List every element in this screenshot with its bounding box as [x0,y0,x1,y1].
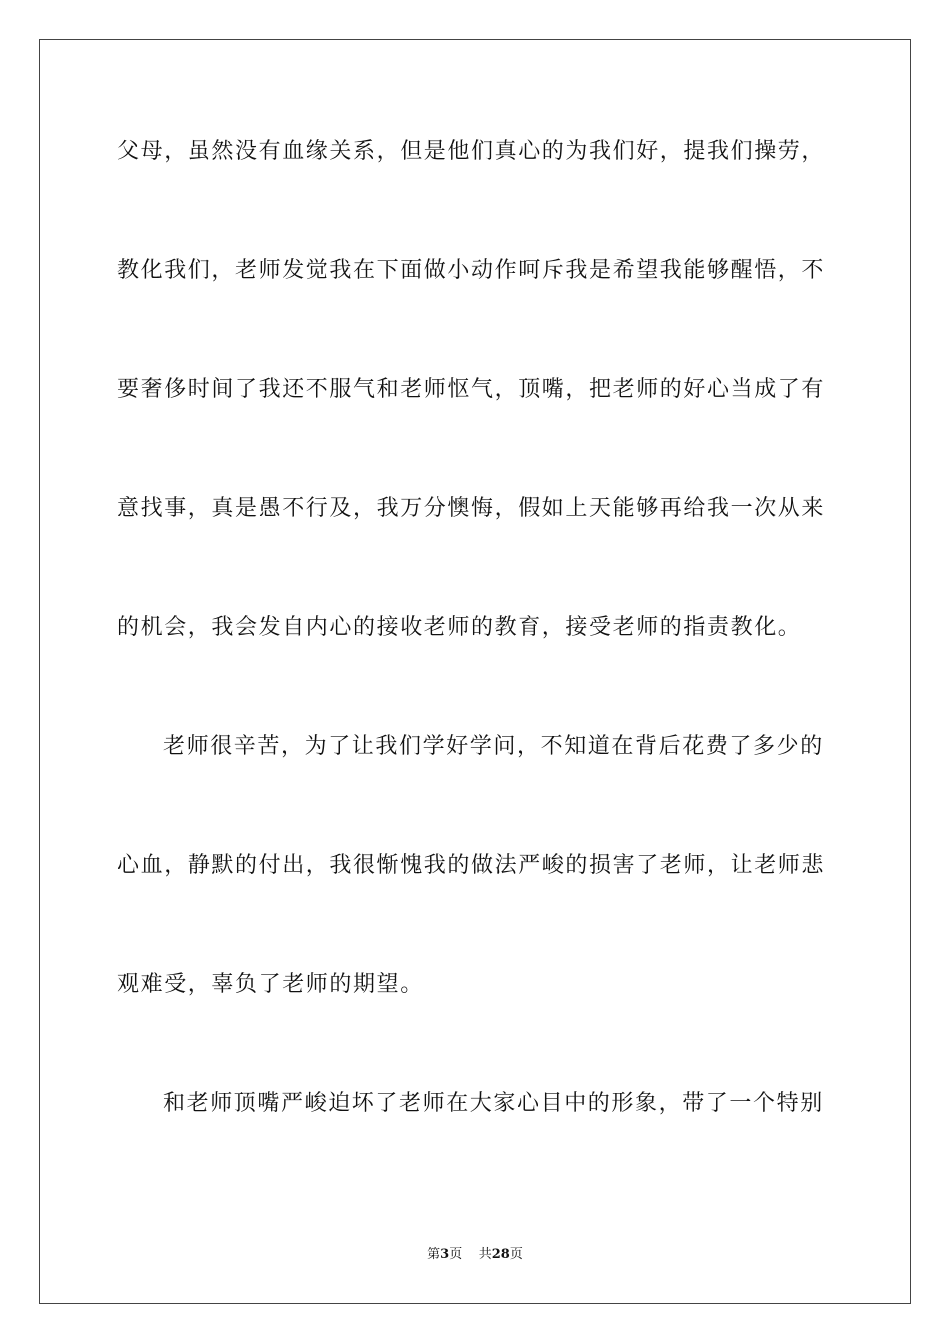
page-total: 28 [491,1247,510,1262]
text-line-6: 老师很辛苦，为了让我们学好学问，不知道在背后花费了多少的 [163,734,824,759]
page-current: 3 [440,1247,450,1262]
text-line-2: 教化我们，老师发觉我在下面做小动作呵斥我是希望我能够醒悟，不 [117,258,826,283]
text-line-7: 心血，静默的付出，我很惭愧我的做法严峻的损害了老师，让老师悲 [117,853,826,878]
page-footer [0,1246,950,1264]
text-line-1: 父母，虽然没有血缘关系，但是他们真心的为我们好，提我们操劳， [117,139,826,164]
text-line-4: 意找事，真是愚不行及，我万分懊悔，假如上天能够再给我一次从来 [117,496,826,521]
text-line-8: 观难受，辜负了老师的期望。 [117,972,424,997]
total-prefix: 共 [478,1247,492,1262]
text-line-3: 要奢侈时间了我还不服气和老师怄气，顶嘴，把老师的好心当成了有 [117,377,826,402]
total-suffix: 页 [509,1247,523,1262]
text-line-5: 的机会，我会发自内心的接收老师的教育，接受老师的指责教化。 [117,615,802,640]
page-prefix: 第 [427,1247,441,1262]
text-line-9: 和老师顶嘴严峻迫坏了老师在大家心目中的形象，带了一个特别 [163,1091,824,1116]
page-suffix: 页 [449,1247,463,1262]
